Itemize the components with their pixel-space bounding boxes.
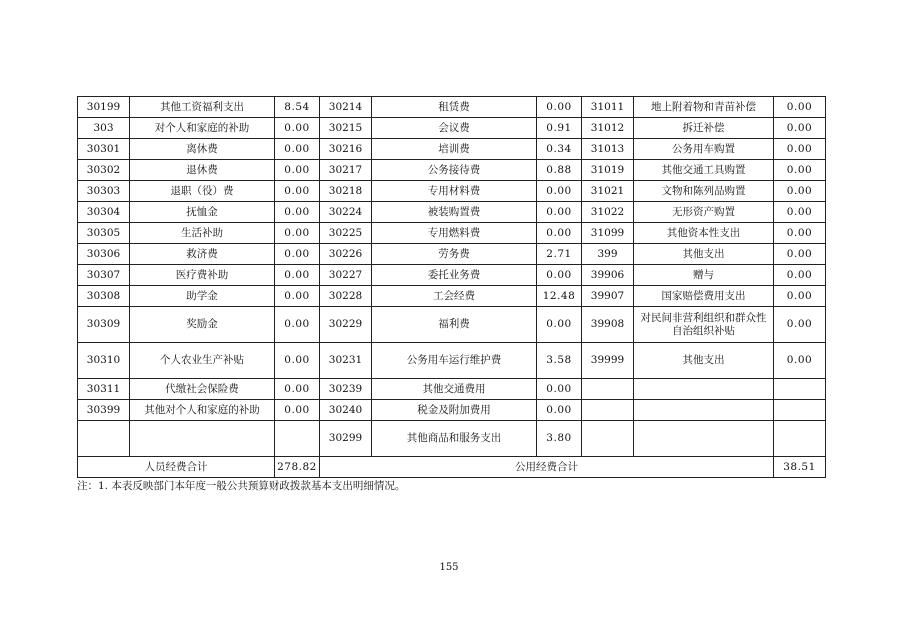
item-cell: 赠与 [634, 265, 774, 286]
item-cell: 专用材料费 [372, 181, 537, 202]
item-cell: 公务接待费 [372, 160, 537, 181]
amount-cell: 0.00 [774, 181, 826, 202]
amount-cell: 0.88 [537, 160, 582, 181]
code-cell: 30216 [320, 139, 372, 160]
amount-cell: 0.00 [275, 181, 320, 202]
amount-cell: 0.00 [275, 118, 320, 139]
item-cell: 其他支出 [634, 343, 774, 379]
amount-cell: 0.00 [774, 118, 826, 139]
item-cell: 国家赔偿费用支出 [634, 286, 774, 307]
item-cell [130, 421, 275, 457]
code-cell: 31013 [582, 139, 634, 160]
item-cell: 公务用车运行维护费 [372, 343, 537, 379]
amount-cell: 0.00 [275, 139, 320, 160]
amount-cell: 0.00 [275, 286, 320, 307]
item-cell: 其他资本性支出 [634, 223, 774, 244]
item-cell: 对个人和家庭的补助 [130, 118, 275, 139]
table-row [78, 286, 826, 307]
item-cell: 税金及附加费用 [372, 400, 537, 421]
amount-cell: 0.00 [275, 265, 320, 286]
item-cell: 退职（役）费 [130, 181, 275, 202]
amount-cell [275, 421, 320, 457]
item-cell: 劳务费 [372, 244, 537, 265]
table-row [78, 118, 826, 139]
code-cell: 31012 [582, 118, 634, 139]
amount-cell: 0.00 [537, 265, 582, 286]
item-cell: 离休费 [130, 139, 275, 160]
amount-cell: 8.54 [275, 97, 320, 118]
amount-cell: 0.00 [774, 343, 826, 379]
code-cell: 30218 [320, 181, 372, 202]
table-row [78, 400, 826, 421]
expenditure-table [77, 96, 826, 478]
amount-cell: 0.00 [275, 160, 320, 181]
table-row [78, 421, 826, 457]
amount-cell: 0.00 [275, 202, 320, 223]
item-cell: 公务用车购置 [634, 139, 774, 160]
item-cell: 专用燃料费 [372, 223, 537, 244]
code-cell [78, 421, 130, 457]
table-totals [78, 457, 826, 478]
item-cell: 其他支出 [634, 244, 774, 265]
item-cell: 其他交通费用 [372, 379, 537, 400]
code-cell: 30217 [320, 160, 372, 181]
code-cell: 30226 [320, 244, 372, 265]
amount-cell: 0.00 [774, 139, 826, 160]
item-cell: 对民间非营利组织和群众性自治组织补贴 [634, 307, 774, 343]
public-total-value: 38.51 [774, 457, 826, 478]
item-cell: 其他交通工具购置 [634, 160, 774, 181]
code-cell: 30239 [320, 379, 372, 400]
code-cell: 30229 [320, 307, 372, 343]
code-cell: 30307 [78, 265, 130, 286]
code-cell: 31019 [582, 160, 634, 181]
code-cell: 30310 [78, 343, 130, 379]
code-cell: 30306 [78, 244, 130, 265]
code-cell: 31099 [582, 223, 634, 244]
code-cell: 31021 [582, 181, 634, 202]
amount-cell: 3.58 [537, 343, 582, 379]
item-cell: 抚恤金 [130, 202, 275, 223]
amount-cell: 0.00 [537, 379, 582, 400]
personnel-total-value: 278.82 [275, 457, 320, 478]
item-cell: 会议费 [372, 118, 537, 139]
personnel-total-label: 人员经费合计 [78, 457, 275, 478]
table-row [78, 244, 826, 265]
item-cell [634, 379, 774, 400]
amount-cell: 0.00 [275, 400, 320, 421]
code-cell [582, 400, 634, 421]
item-cell: 救济费 [130, 244, 275, 265]
code-cell: 31022 [582, 202, 634, 223]
amount-cell: 12.48 [537, 286, 582, 307]
table-row [78, 202, 826, 223]
code-cell: 30305 [78, 223, 130, 244]
amount-cell: 0.00 [275, 307, 320, 343]
item-cell [634, 421, 774, 457]
code-cell: 30225 [320, 223, 372, 244]
amount-cell [774, 400, 826, 421]
code-cell: 30224 [320, 202, 372, 223]
amount-cell: 0.00 [275, 223, 320, 244]
code-cell: 30215 [320, 118, 372, 139]
amount-cell: 0.00 [774, 223, 826, 244]
code-cell [582, 379, 634, 400]
item-cell: 生活补助 [130, 223, 275, 244]
amount-cell: 0.00 [774, 286, 826, 307]
item-cell: 其他商品和服务支出 [372, 421, 537, 457]
item-cell [634, 400, 774, 421]
table-row [78, 307, 826, 343]
amount-cell: 0.00 [774, 160, 826, 181]
amount-cell: 0.00 [774, 244, 826, 265]
table-row [78, 379, 826, 400]
item-cell: 其他对个人和家庭的补助 [130, 400, 275, 421]
amount-cell: 0.00 [774, 265, 826, 286]
code-cell: 30227 [320, 265, 372, 286]
item-cell: 助学金 [130, 286, 275, 307]
code-cell: 39999 [582, 343, 634, 379]
item-cell: 奖励金 [130, 307, 275, 343]
item-cell: 工会经费 [372, 286, 537, 307]
code-cell: 30301 [78, 139, 130, 160]
amount-cell: 0.00 [275, 343, 320, 379]
item-cell: 其他工资福利支出 [130, 97, 275, 118]
amount-cell: 0.00 [537, 307, 582, 343]
amount-cell: 0.00 [537, 400, 582, 421]
item-cell: 委托业务费 [372, 265, 537, 286]
amount-cell: 0.34 [537, 139, 582, 160]
code-cell: 39906 [582, 265, 634, 286]
item-cell: 培训费 [372, 139, 537, 160]
table-row [78, 139, 826, 160]
table-row [78, 223, 826, 244]
item-cell: 文物和陈列品购置 [634, 181, 774, 202]
code-cell: 30304 [78, 202, 130, 223]
code-cell: 39907 [582, 286, 634, 307]
item-cell: 无形资产购置 [634, 202, 774, 223]
amount-cell: 0.00 [537, 181, 582, 202]
table-row [78, 265, 826, 286]
table-row [78, 160, 826, 181]
amount-cell: 2.71 [537, 244, 582, 265]
public-total-label: 公用经费合计 [320, 457, 774, 478]
table-body [78, 97, 826, 457]
amount-cell: 0.00 [275, 244, 320, 265]
item-cell: 福利费 [372, 307, 537, 343]
table-row [78, 97, 826, 118]
item-cell: 退休费 [130, 160, 275, 181]
item-cell: 租赁费 [372, 97, 537, 118]
item-cell: 地上附着物和青苗补偿 [634, 97, 774, 118]
amount-cell: 0.00 [537, 223, 582, 244]
item-cell: 拆迁补偿 [634, 118, 774, 139]
item-cell: 个人农业生产补贴 [130, 343, 275, 379]
code-cell: 39908 [582, 307, 634, 343]
table-row [78, 181, 826, 202]
amount-cell [774, 379, 826, 400]
code-cell: 30299 [320, 421, 372, 457]
amount-cell: 0.00 [774, 307, 826, 343]
item-cell: 代缴社会保险费 [130, 379, 275, 400]
amount-cell: 0.00 [537, 97, 582, 118]
code-cell [582, 421, 634, 457]
amount-cell: 0.00 [774, 97, 826, 118]
item-cell: 医疗费补助 [130, 265, 275, 286]
amount-cell: 0.91 [537, 118, 582, 139]
code-cell: 30231 [320, 343, 372, 379]
code-cell: 30303 [78, 181, 130, 202]
table-note: 注：1. 本表反映部门本年度一般公共预算财政拨款基本支出明细情况。 [77, 480, 406, 492]
code-cell: 30240 [320, 400, 372, 421]
code-cell: 30311 [78, 379, 130, 400]
amount-cell: 3.80 [537, 421, 582, 457]
amount-cell: 0.00 [774, 202, 826, 223]
code-cell: 30214 [320, 97, 372, 118]
table-row [78, 343, 826, 379]
amount-cell: 0.00 [537, 202, 582, 223]
code-cell: 30199 [78, 97, 130, 118]
code-cell: 30308 [78, 286, 130, 307]
totals-row [78, 457, 826, 478]
page-number: 155 [439, 562, 459, 573]
amount-cell [774, 421, 826, 457]
code-cell: 30302 [78, 160, 130, 181]
item-cell: 被装购置费 [372, 202, 537, 223]
code-cell: 30309 [78, 307, 130, 343]
code-cell: 399 [582, 244, 634, 265]
code-cell: 30228 [320, 286, 372, 307]
code-cell: 31011 [582, 97, 634, 118]
code-cell: 30399 [78, 400, 130, 421]
code-cell: 303 [78, 118, 130, 139]
amount-cell: 0.00 [275, 379, 320, 400]
